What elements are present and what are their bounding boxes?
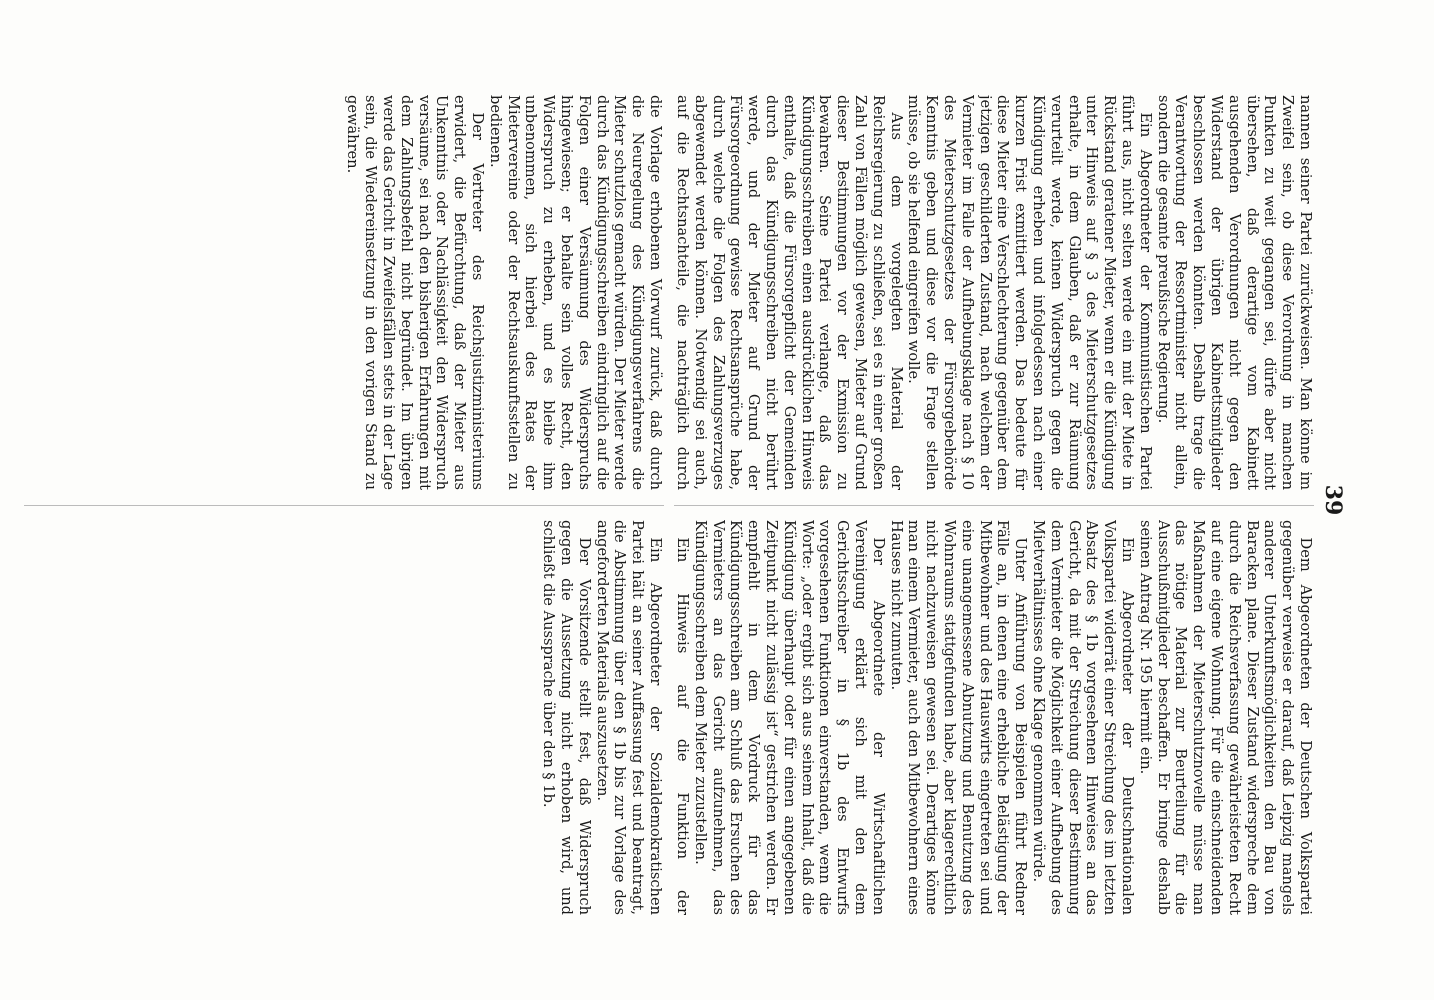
- paragraph: Ein Hinweis auf die Funktion der: [674, 537, 692, 915]
- lower-text-block: [24, 95, 664, 915]
- upper-text-block: [674, 95, 1314, 915]
- paragraph: Der Abgeordnete der Wirtschaftlichen Vereinigung erklärt sich mit den dem Gerichtsschreiber in § 1b des Entwurfs vorgesehenen Funktionen einverstanden, wenn die Worte: „oder ergibt sich aus seinem Inhalt, daß die Kündigung überhaupt oder für einen angegebenen Zeitpunkt nicht zulässig ist“ gestrichen werden. Er empfiehlt in dem Vordruck für das Kündigungsschreiben am Schluß das Ersuchen des Vermieters an das Gericht aufzunehmen, das Kündigungsschreiben dem Mieter zuzustellen.: [691, 520, 887, 915]
- lower-right-column: [24, 520, 664, 915]
- paragraph: Dem Abgeordneten der Deutschen Volkspartei gegenüber verweise er darauf, daß Leipzig mangels anderer Unterkunftsmöglichkeiten den Bau von Baracken plane. Dieser Zustand widerspreche dem durch die Reichsverfassung gewährleisteten Recht auf eine eigene Wohnung. Für die einschneidenden Maßnahmen der Mieterschutznovelle müsse man das nötige Material zur Beurteilung für die Ausschußmitglieder beschaffen. Er bringe deshalb seinen Antrag Nr. 195 hiermit ein.: [1136, 520, 1314, 915]
- page-number: 39: [1320, 484, 1346, 516]
- paragraph: Ein Abgeordneter der Deutschnationalen Volkspartei widerrät einer Streichung des im letzten Absatz des § 1b vorgesehenen Hinweises an das Gericht, da mit der Streichung dieser Bestimmung dem Vermieter die Möglichkeit einer Aufhebung des Mietverhältnisses ohne Klage genommen würde.: [1030, 520, 1137, 915]
- paragraph: Ein Abgeordneter der Sozialdemokratischen Partei hält an seiner Auffassung fest und beantragt, die Abstimmung über den § 1b bis zur Vorlage des angeforderten Materials auszusetzen.: [593, 520, 664, 915]
- paragraph: Ein Abgeordneter der Kommunistischen Partei führt aus, nicht selten werde ein mit der Miete in Rückstand geratener Mieter, wenn er die Kündigung unter Hinweis auf § 3 des Mieterschutzgesetzes erhalte, in dem Glauben, daß er zur Räumung verurteilt werde, keinen Widerspruch gegen die Kündigung erheben und infolgedessen nach einer kurzen Frist exmittiert werden. Das bedeute für diese Mieter eine Verschlechterung gegenüber dem jetzigen geschilderten Zustand, nach welchem der Vermieter im Falle der Aufhebungsklage nach § 10 des Mieterschutzgesetzes der Fürsorgebehörde Kenntnis geben und diese vor die Frage stellen müsse, ob sie helfend eingreifen wolle.: [905, 95, 1154, 490]
- upper-right-column: [674, 520, 1314, 915]
- paragraph: die Vorlage erhobenen Vorwurf zurück, daß durch die Neuregelung des Kündigungsverfahrens die Mieter schutzlos gemacht würden. Der Mieter werde durch das Kündigungsschreiben eindringlich auf die Folgen einer Versäumung des Widerspruchs hingewiesen; er behalte sein volles Recht, den Widerspruch zu erheben, und es bleibe ihm unbenommen, sich hierbei des Rates der Mietervereine oder der Rechtsauskunftsstellen zu bedienen.: [486, 95, 664, 490]
- paragraph: Der Vertreter des Reichsjustizministeriums erwidert, die Befürchtung, daß der Mieter aus Unkenntnis oder Nachlässigkeit den Widerspruch versäume, sei nach den bisherigen Erfahrungen mit dem Zahlungsbefehl nicht begründet. Im übrigen werde das Gericht in Zweifelsfällen stets in der Lage sein, die Wiedereinsetzung in den vorigen Stand zu gewähren.: [344, 95, 487, 490]
- lower-left-column: [24, 95, 664, 490]
- paragraph: Aus dem vorgelegten Material der Reichsregierung zu schließen, sei es in einer großen Zahl von Fällen möglich gewesen, Mieter auf Grund dieser Bestimmungen vor der Exmission zu bewahren. Seine Partei verlange, daß das Kündigungsschreiben einen ausdrücklichen Hinweis enthalte, daß die Fürsorgepflicht der Gemeinden durch das Kündigungsschreiben nicht berührt werde, und der Mieter auf Grund der Fürsorgeordnung gewisse Rechtsansprüche habe, durch welche die Folgen des Zahlungsverzuges abgewendet werden können. Notwendig sei auch, auf die Rechtsnachteile, die nachträglich durch: [674, 95, 905, 490]
- paragraph: Der Vorsitzende stellt fest, daß Widerspruch gegen die Aussetzung nicht erhoben wird, und schließt die Aussprache über den § 1b.: [540, 520, 593, 915]
- column-divider: [674, 505, 1314, 506]
- upper-left-column: [674, 95, 1314, 490]
- column-divider: [24, 505, 664, 506]
- paragraph: Unter Anführung von Beispielen führt Redner Fälle an, in denen eine erhebliche Belästigung der Mitbewohner und des Hauswirts eingetreten sei und eine unangemessene Abnutzung und Benutzung des Wohnraums stattgefunden habe, aber klagerechtlich nicht nachzuweisen gewesen sei. Derartiges könne man einem Vermieter, auch den Mitbewohnern eines Hauses nicht zumuten.: [887, 520, 1030, 915]
- paragraph: nannen seiner Partei zurückweisen. Man könne im Zweifel sein, ob diese Verordnung in manchen Punkten zu weit gegangen sei, dürfe aber nicht übersehen, daß derartige vom Kabinett ausgehenden Verordnungen nicht gegen den Widerstand der übrigen Kabinettsmitglieder beschlossen werden könnten. Deshalb trage die Verantwortung der Ressortminister nicht allein, sondern die gesamte preußische Regierung.: [1154, 95, 1314, 490]
